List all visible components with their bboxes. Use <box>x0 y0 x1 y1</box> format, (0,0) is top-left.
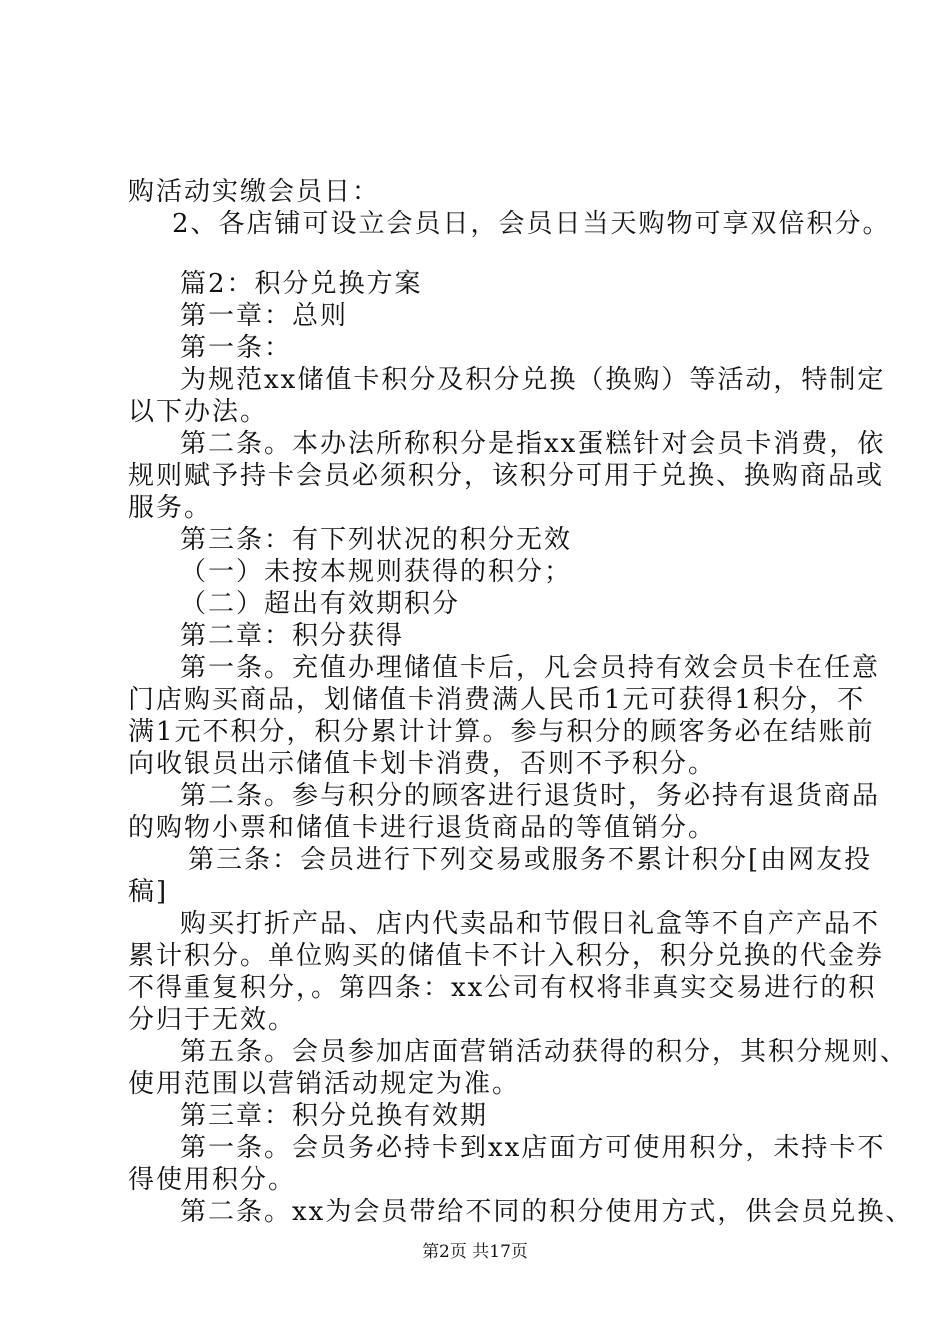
text-line: 满1元不积分，积分累计计算。参与积分的顾客务必在结账前 <box>128 717 875 747</box>
list-item: （一）未按本规则获得的积分； <box>180 557 573 587</box>
chapter-heading: 第二章：积分获得 <box>180 621 405 651</box>
text-line: 第一条。充值办理储值卡后，凡会员持有效会员卡在任意 <box>180 653 881 683</box>
text-line: 2、各店铺可设立会员日，会员日当天购物可享双倍积分。 <box>172 209 891 239</box>
text-line: 分归于无效。 <box>128 1005 297 1035</box>
text-line: 购买打折产品、店内代卖品和节假日礼盒等不自产产品不 <box>180 909 881 939</box>
text-line: 规则赋予持卡会员必须积分，该积分可用于兑换、换购商品或 <box>128 461 885 491</box>
text-line: 第一条。会员务必持卡到xx店面方可使用积分，未持卡不 <box>180 1133 886 1163</box>
text-line: 第五条。会员参加店面营销活动获得的积分，其积分规则、 <box>180 1037 909 1067</box>
article-heading: 第一条： <box>180 333 293 363</box>
text-line: 以下办法。 <box>128 397 269 427</box>
text-line: 不得重复积分，。第四条：xx公司有权将非真实交易进行的积 <box>128 973 877 1003</box>
text-line: 第二条。本办法所称积分是指xx蛋糕针对会员卡消费，依 <box>180 429 886 459</box>
list-item: （二）超出有效期积分 <box>180 589 461 619</box>
text-line: 第三条：会员进行下列交易或服务不累计积分[由网友投 <box>188 845 873 875</box>
text-line: 购活动实缴会员日： <box>128 177 381 207</box>
text-line: 使用范围以营销活动规定为准。 <box>128 1069 521 1099</box>
text-line: 为规范xx储值卡积分及积分兑换（换购）等活动，特制定 <box>180 365 886 395</box>
text-line: 累计积分。单位购买的储值卡不计入积分，积分兑换的代金券 <box>128 941 885 971</box>
page-number-footer: 第2页 共17页 <box>422 1242 528 1262</box>
chapter-heading: 第三章：积分兑换有效期 <box>180 1101 489 1131</box>
text-line: 第二条。参与积分的顾客进行退货时，务必持有退货商品 <box>180 781 881 811</box>
text-line: 的购物小票和储值卡进行退货商品的等值销分。 <box>128 813 717 843</box>
chapter-heading: 第一章：总则 <box>180 301 349 331</box>
text-line: 得使用积分。 <box>128 1165 297 1195</box>
text-line: 第三条：有下列状况的积分无效 <box>180 525 573 555</box>
text-line: 服务。 <box>128 493 213 523</box>
text-line: 第二条。xx为会员带给不同的积分使用方式，供会员兑换、 <box>180 1197 914 1227</box>
text-line: 门店购买商品，划储值卡消费满人民币1元可获得1积分，不 <box>128 685 866 715</box>
text-line: 稿] <box>128 877 169 907</box>
section-heading: 篇2：积分兑换方案 <box>180 269 423 299</box>
text-line: 向收银员出示储值卡划卡消费，否则不予积分。 <box>128 749 717 779</box>
